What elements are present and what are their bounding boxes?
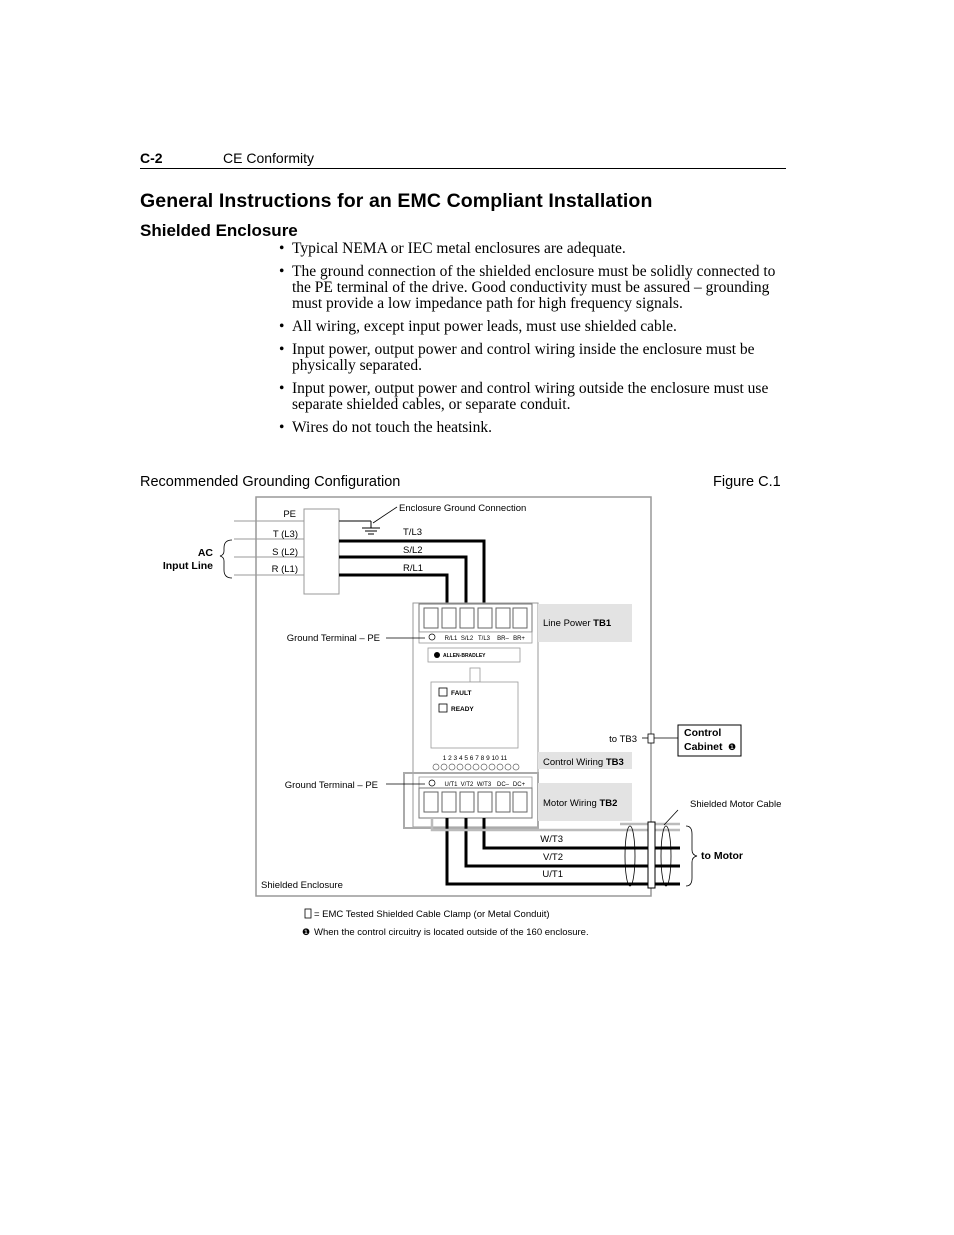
page-number: C-2 (140, 150, 163, 166)
pe-terminal-block (304, 509, 339, 594)
footnote-text: When the control circuitry is located outside of the 160 enclosure. (314, 927, 589, 938)
brand-label: ALLEN-BRADLEY (443, 653, 486, 659)
s-l2-label: S/L2 (403, 545, 423, 556)
footnote-marker-icon: ❶ (302, 927, 311, 937)
section-name: CE Conformity (223, 150, 315, 166)
enclosure-ground-label: Enclosure Ground Connection (399, 503, 527, 514)
control-label: Control (684, 727, 722, 739)
keypad-connector (470, 668, 480, 682)
motor-wiring-label: Motor Wiring TB2 (543, 798, 618, 809)
to-motor-brace (686, 826, 697, 886)
figure-caption: Recommended Grounding Configuration (140, 474, 401, 490)
ac-label: AC (197, 547, 213, 559)
fault-led-icon (439, 688, 447, 696)
footnote-marker-icon: ❶ (728, 742, 737, 752)
bullet-item: • Input power, output power and control wiring outside the enclosure must use separate shielded cables, or separate conduit. (278, 381, 784, 413)
tb1-terminal-label: BR– (497, 636, 509, 642)
cabinet-label: Cabinet (684, 741, 723, 753)
r-l1-input-label: R (L1) (271, 564, 298, 575)
motor-cable-clamp-icon (648, 822, 655, 888)
line-power-label: Line Power TB1 (543, 618, 612, 629)
brand-logo-icon (434, 652, 440, 658)
u-t1-label: U/T1 (542, 869, 563, 880)
t-l3-label: T/L3 (403, 527, 423, 538)
tb2-terminal-label: U/T1 (444, 782, 458, 788)
tb1-terminal-label: S/L2 (460, 636, 474, 642)
shielded-motor-cable-label: Shielded Motor Cable (690, 799, 782, 810)
bullet-item: • All wiring, except input power leads, must use shielded cable. (278, 319, 784, 335)
pe-label: PE (283, 509, 296, 520)
to-tb3-label: to TB3 (609, 734, 637, 745)
tb2-terminal-label: V/T2 (460, 782, 474, 788)
tb2-terminal-label: DC+ (512, 782, 526, 788)
w-t3-label: W/T3 (540, 834, 563, 845)
ready-label: READY (451, 706, 474, 713)
tb2-terminal-label: DC– (496, 782, 510, 788)
page-title: General Instructions for an EMC Compliant Installation (140, 190, 653, 212)
cable-clamp-legend-icon (305, 909, 311, 918)
bullet-item: • Typical NEMA or IEC metal enclosures are adequate. (278, 241, 784, 257)
cable-shield-ellipse (661, 826, 671, 886)
tb1-terminal-label: R/L1 (444, 636, 458, 642)
s-l2-input-label: S (L2) (272, 547, 298, 558)
tb3-terminal-numbers: 1 2 3 4 5 6 7 8 9 10 11 (442, 755, 508, 762)
r-l1-label: R/L1 (403, 563, 424, 574)
tb1-terminal-label: BR+ (513, 636, 525, 642)
cable-clamp-legend: = EMC Tested Shielded Cable Clamp (or Metal Conduit) (314, 909, 550, 920)
ground-terminal-label: Ground Terminal – PE (286, 633, 380, 644)
tb2-terminal-label: W/T3 (476, 782, 492, 788)
bullet-item: • The ground connection of the shielded enclosure must be solidly connected to the PE terminal of the drive. Good conductivity must be assured – grounding must provide a low impedance path for high frequency signals. (278, 264, 784, 312)
control-wiring-label: Control Wiring TB3 (543, 757, 624, 768)
input-line-brace (220, 540, 232, 578)
tb1-terminal-label: T/L3 (477, 636, 491, 642)
bullet-item: • Input power, output power and control wiring inside the enclosure must be physically separated. (278, 342, 784, 374)
ground-terminal-label: Ground Terminal – PE (284, 780, 378, 791)
section-subtitle: Shielded Enclosure (140, 221, 298, 240)
input-line-label: Input Line (162, 560, 213, 572)
figure-number: Figure C.1 (713, 474, 781, 490)
tb3-screws (433, 764, 519, 770)
to-motor-label: to Motor (701, 850, 743, 862)
fault-label: FAULT (451, 690, 472, 697)
tb3-cable-clamp-icon (648, 734, 654, 743)
t-l3-input-label: T (L3) (272, 529, 298, 540)
v-t2-label: V/T2 (542, 852, 563, 863)
wire-r-l1 (339, 575, 447, 606)
shielded-enclosure-label: Shielded Enclosure (261, 880, 343, 891)
bullet-item: • Wires do not touch the heatsink. (278, 420, 784, 436)
cable-shield-ellipse (625, 826, 635, 886)
ready-led-icon (439, 704, 447, 712)
